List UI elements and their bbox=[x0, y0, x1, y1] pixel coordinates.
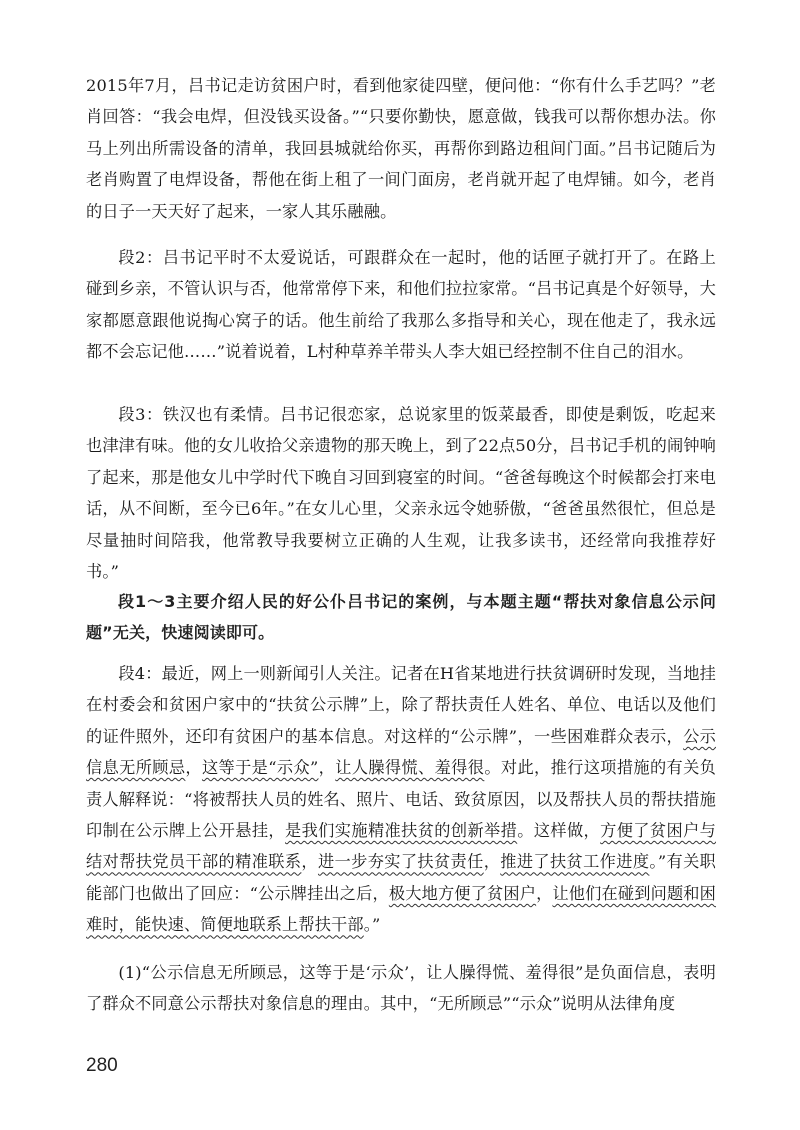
p4-text: 。对此，推行这项措施的有关负责人解释说：“将被帮扶人员的姓名、照片、电话、致贫原因，以及帮扶人员的帮扶措施印制在公示牌上公开悬挂， bbox=[86, 758, 716, 841]
wavy-underlined-phrase: 进一步夯实了扶贫责任 bbox=[317, 852, 484, 872]
p4-text: 段4：最近，网上一则新闻引人关注。记者在H省某地进行扶贫调研时发现，当地挂在村委会和贫困户家中的“扶贫公示牌”上，除了帮扶责任人姓名、单位、电话以及他们的证件照外，还印有贫困户的基本信息。对这样的“公示牌”，一些困难群众表示， bbox=[86, 664, 716, 746]
paragraph-4 bbox=[86, 658, 716, 941]
wavy-underlined-phrase: 是我们实施精准扶贫的创新举措 bbox=[285, 821, 518, 841]
wavy-underlined-phrase: 极大地方便了贫困户 bbox=[388, 883, 537, 903]
wavy-underlined-phrase: 方便了贫困户与结对帮扶党员干部的精准联系 bbox=[86, 821, 716, 872]
p4-text: ， bbox=[318, 758, 336, 778]
p4-text: ， bbox=[483, 852, 501, 872]
wavy-underlined-phrase: 让他们在碰到问题和困难时，能快速、简便地联系上帮扶干部 bbox=[86, 883, 717, 935]
p4-text: 。这样做， bbox=[517, 821, 601, 841]
p4-text: ， bbox=[536, 883, 553, 903]
reading-note: 段1～3主要介绍人民的好公仆吕书记的案例，与本题主题“帮扶对象信息公示问题”无关，快速阅读即可。 bbox=[86, 592, 716, 643]
paragraph-3: 段3：铁汉也有柔情。吕书记很恋家，总说家里的饭菜最香，即使是剩饭，吃起来也津津有味。他的女儿收拾父亲遗物的那天晚上，到了22点50分，吕书记手机的闹钟响了起来，那是他女儿中学时代下晚自习回到寝室的时间。“爸爸每晚这个时候都会打来电话，从不间断，至今已6年。”在女儿心里，父亲永远令她骄傲，“爸爸虽然很忙，但总是尽量抽时间陪我，他常教导我要树立正确的人生观，让我多读书，还经常向我推荐好书。” bbox=[86, 405, 716, 582]
paragraph-5: (1)“公示信息无所顾忌，这等于是‘示众’，让人臊得慌、羞得很”是负面信息，表明了群众不同意公示帮扶对象信息的理由。其中，“无所顾忌”“示众”说明从法律角度 bbox=[86, 963, 716, 1014]
p4-text: 。” bbox=[363, 915, 381, 935]
paragraph-2: 段2：吕书记平时不太爱说话，可跟群众在一起时，他的话匣子就打开了。在路上碰到乡亲，不管认识与否，他常常停下来，和他们拉拉家常。“吕书记真是个好领导，大家都愿意跟他说掏心窝子的话。他生前给了我那么多指导和关心，现在他走了，我永远都不会忘记他……”说着说着，L村种草养羊带头人李大姐已经控制不住自己的泪水。 bbox=[86, 248, 716, 362]
p4-text: ， bbox=[301, 852, 318, 872]
p4-text: 。”有关职能部门也做出了回应：“公示牌挂出之后， bbox=[86, 852, 716, 903]
wavy-underlined-phrase: 公示信息无所顾忌 bbox=[86, 726, 716, 778]
page-number: 280 bbox=[86, 1055, 118, 1076]
wavy-underlined-phrase: 这等于是“示众” bbox=[201, 758, 319, 778]
p4-text: ， bbox=[185, 758, 202, 778]
wavy-underlined-phrase: 推进了扶贫工作进度 bbox=[500, 852, 650, 872]
paragraph-1: 2015年7月，吕书记走访贫困户时，看到他家徒四壁，便问他：“你有什么手艺吗？”老肖回答：“我会电焊，但没钱买设备。”“只要你勤快，愿意做，钱我可以帮你想办法。你马上列出所需设备的清单，我回县城就给你买，再帮你到路边租间门面。”吕书记随后为老肖购置了电焊设备，帮他在街上租了一间门面房，老肖就开起了电焊铺。如今，老肖的日子一天天好了起来，一家人其乐融融。 bbox=[86, 76, 716, 221]
wavy-underlined-phrase: 让人臊得慌、羞得很 bbox=[335, 758, 485, 778]
